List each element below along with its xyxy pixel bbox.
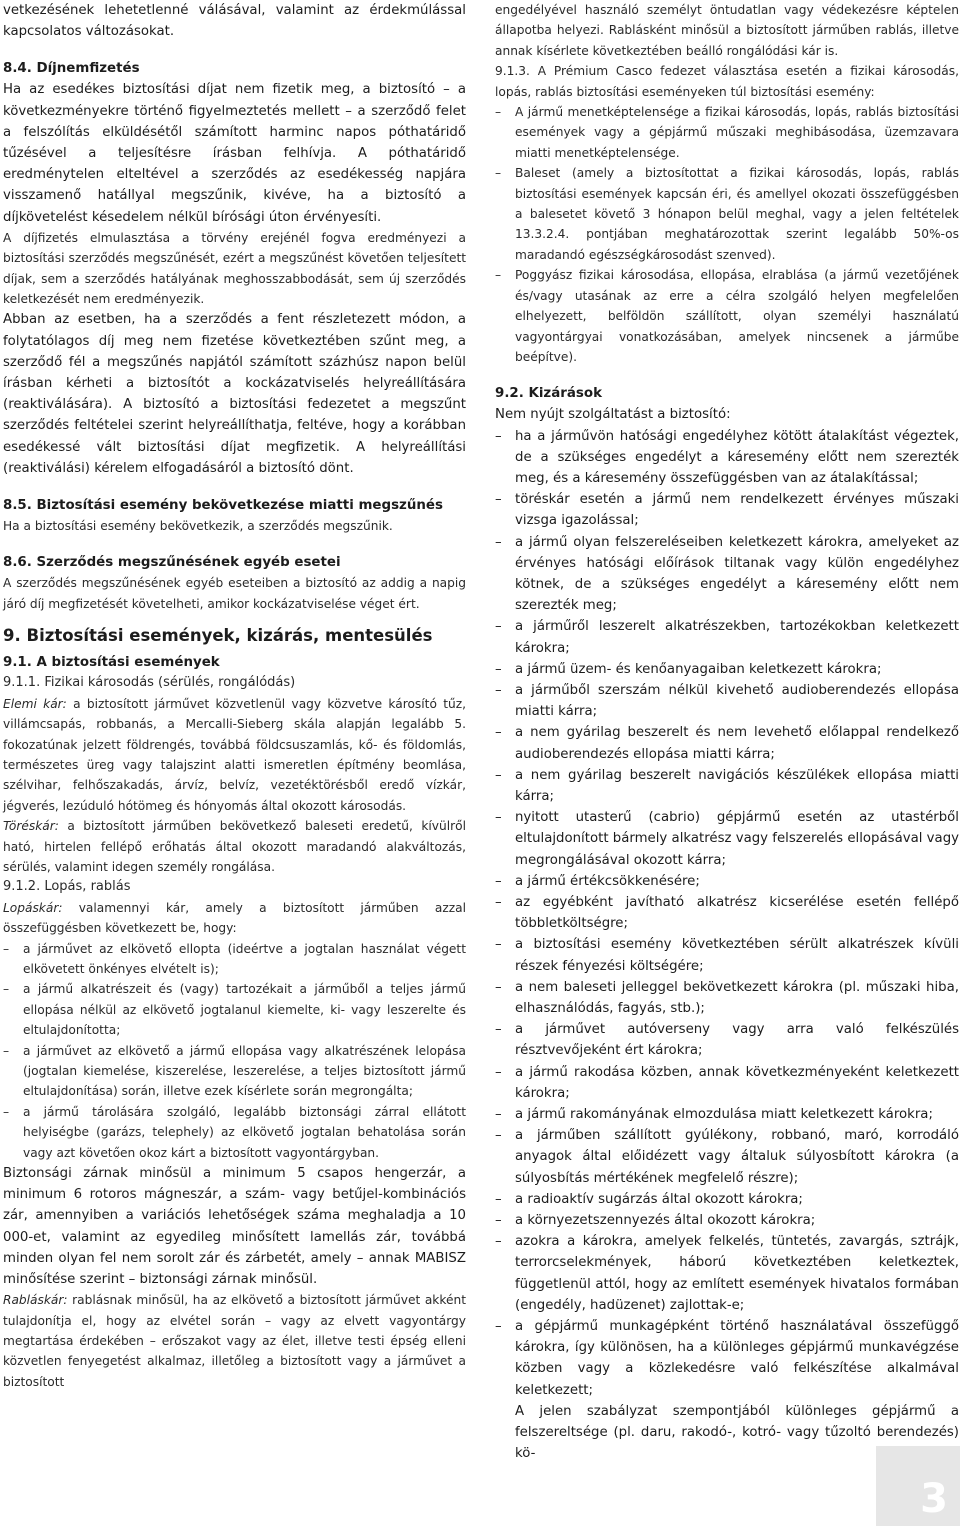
list-item: – a jármű rakodása közben, annak következményeként keletkezett károkra; xyxy=(495,1062,959,1104)
lopaskar-term: Lopáskár: xyxy=(3,900,63,915)
list-item: – a radioaktív sugárzás által okozott károkra; xyxy=(495,1189,959,1210)
list-item: – a jármű olyan felszereléseiben keletkezett károkra, amelyeket az érvényes hatósági előírások tiltanak vagy külön engedélyhez kötnek, de a szükséges engedélyt a káresemény előtt nem szerezték meg; xyxy=(495,532,959,617)
list-item: – nyitott utasterű (cabrio) gépjármű esetén az utastérből eltulajdonított bármely alkatrész vagy felszerelés ellopásával vagy megrongálásával okozott kárra; xyxy=(495,807,959,871)
list-item: – a járművet autóverseny vagy arra való felkészülés résztvevőjeként ért károkra; xyxy=(495,1019,959,1061)
section-8-4-paragraph-1 xyxy=(3,79,466,227)
list-item: – a járműből szerszám nélkül kivehető audioberendezés ellopása miatti kárra; xyxy=(495,680,959,722)
elemi-kar-term: Elemi kár: xyxy=(3,696,67,711)
section-9-1-1-title: 9.1.1. Fizikai károsodás (sérülés, rongálódás) xyxy=(3,675,296,691)
elemi-kar-paragraph xyxy=(3,694,466,816)
list-item: – a biztosítási esemény következtében sérült alkatrészek kívüli részek fényezési költségére; xyxy=(495,934,959,976)
left-column xyxy=(3,0,466,1392)
rablaskar-text: rablásnak minősül, ha az elkövető a biztosított járművet akként tulajdonítja el, hogy az elvétel során – vagy az elvett vagyontárgy megtartása érdekében – erőszakot vagy az élet, illetve testi épség elleni közvetlen fenyegetést alkalmaz, illetőleg a biztosított vagy a járművet a biztosított xyxy=(3,1293,466,1389)
intro-paragraph: vetkezésének lehetetlenné válásával, valamint az érdekmúlással kapcsolatos változásokat. xyxy=(3,3,466,40)
list-item: – ha a járművön hatósági engedélyhez kötött átalakítást végeztek, de a szükséges engedélyt a káresemény előtt nem szerezték meg, és a káresemény összefüggésben van az átalakítással; xyxy=(495,426,959,490)
list-item: – a jármű alkatrészeit és (vagy) tartozékait a járműből a teljes jármű ellopása nélkül az elkövető jogtalanul kiemelte, ki- vagy leszerelte és eltulajdonította; xyxy=(3,979,466,1040)
list-item: – A jármű menetképtelensége a fizikai károsodás, lopás, rablás biztosítási események vagy a gépjármű műszaki meghibásodása, üzemzavara miatti menetképtelensége. xyxy=(495,102,959,163)
list-item: – a jármű értékcsökkenésére; xyxy=(495,871,959,892)
rablaskar-term: Rabláskár: xyxy=(3,1293,68,1308)
page-number: 3 xyxy=(920,1476,948,1522)
final-paragraph: A jelen szabályzat szempontjából különleges gépjármű a felszereltsége (pl. daru, rakodó-, kotró- vagy tűzoltó berendezés) kö- xyxy=(515,1403,959,1462)
lopaskar-paragraph xyxy=(3,898,466,939)
toreskar-term: Töréskár: xyxy=(3,819,59,834)
list-item: – a jármű rakományának elmozdulása miatt keletkezett károkra; xyxy=(495,1104,959,1125)
list-item: – a gépjármű munkagépként történő használatával összefüggő károkra, így különösen, ha a különleges gépjármű munkavégzése közben vagy a közlekedésre való felkészítése alkalmával keletkezett; xyxy=(495,1316,959,1401)
section-9-title: 9. Biztosítási események, kizárás, mentesülés xyxy=(3,626,433,646)
list-item: – a járművet az elkövető ellopta (ideértve a jogtalan használat végett elkövetett önkényes elvételt is); xyxy=(3,939,466,980)
section-8-6-text: A szerződés megszűnésének egyéb eseteiben a biztosító az addig a napig járó díj megfizetését követelheti, amikor kockázatviselése véget ért. xyxy=(3,576,466,611)
rablaskar-paragraph xyxy=(3,1290,466,1392)
list-item: – a nem gyárilag beszerelt és nem levehető előlappal rendelkező audioberendezés ellopása miatti kárra; xyxy=(495,722,959,764)
toreskar-text: a biztosított járműben bekövetkező baleseti eredetű, kívülről ható, hirtelen fellépő erőhatás által okozott maradandó alakváltozás, sérülés, valamint idegen személy rongálása. xyxy=(3,819,466,874)
premium-list xyxy=(495,102,959,367)
section-8-6-title: 8.6. Szerződés megszűnésének egyéb esetei xyxy=(3,555,341,571)
list-item: – Poggyász fizikai károsodása, ellopása, elrablása (a jármű vezetőjének és/vagy utasának az erre a célra szolgáló helyen megfelelően elhelyezett, belföldön szállított, olyan személyi használatú vagyontárgyai vonatkozásában, amelyek nincsenek a járműbe beépítve). xyxy=(495,265,959,367)
list-item: – Baleset (amely a biztosítottat a fizikai károsodás, lopás, rablás biztosítási események kapcsán éri, és amellyel okozati összefüggésben a balesetet követő 3 hónapon belül meghal, vagy a jelen feltételek 13.3.2.4. pontjában meghatározottak szerint legalább 50%-os maradandó egészségkárosodást szenved). xyxy=(495,163,959,265)
kizaras-list xyxy=(495,426,959,1401)
list-item: – a jármű tárolására szolgáló, legalább biztonsági zárral ellátott helyiségbe (garázs, telephely) az elkövető jogtalan behatolása során vagy azt követően okoz kárt a biztosított vagyontárgyban. xyxy=(3,1102,466,1163)
section-8-5-title: 8.5. Biztosítási esemény bekövetkezése miatti megszűnés xyxy=(3,498,443,514)
list-item: – a nem gyárilag beszerelt navigációs készülékek ellopása miatti kárra; xyxy=(495,765,959,807)
list-item: – a környezetszennyezés által okozott károkra; xyxy=(495,1210,959,1231)
section-9-2-title: 9.2. Kizárások xyxy=(495,386,602,402)
lopaskar-text: valamennyi kár, amely a biztosított járműben azzal összefüggésben következett be, hogy: xyxy=(3,900,466,936)
section-9-1-2-title: 9.1.2. Lopás, rablás xyxy=(3,879,131,895)
list-item: – a jármű üzem- és kenőanyagaiban keletkezett károkra; xyxy=(495,659,959,680)
list-item: – a járműben szállított gyúlékony, robbanó, maró, korrodáló anyagok által előidézett vagy általuk súlyosbított károkra (a súlyosbítás mértékének megfelelő részre); xyxy=(495,1125,959,1189)
biztonsagi-zar-paragraph: Biztonsági zárnak minősül a minimum 5 csapos hengerzár, a minimum 6 rotoros mágneszár, a szám- vagy betűjel-kombinációs zár, amennyiben a variációs lehetőségek száma meghaladja a 10 000-et, valamint az egyedileg minősített lamellás zár, továbbá minden olyan fel nem sorolt zár és zárbetét, amely – annak MABISZ minősítése szerint – biztonsági zárnak minősül. xyxy=(3,1166,466,1288)
list-item: – a nem baleseti jelleggel bekövetkezett károkra (pl. műszaki hiba, elhasználódás, fagyás, stb.); xyxy=(495,977,959,1019)
elemi-kar-text: a biztosított járművet közvetlenül vagy közvetve károsító tűz, villámcsapás, robbanás, a Mercalli-Sieberg skála alapján legalább 5. fokozatúnak jelzett földrengés, továbbá földcsuszamlás, kő- és földomlás, természetes üreg vagy talajszint alatti ismeretlen építmény beomlása, szélvihar, felhőszakadás, árvíz, belvíz, vezetéktörésből eredő vízkár, jégverés, lezúduló hótömeg és hónyomás által okozott károsodás. xyxy=(3,696,466,813)
section-8-4-paragraph-3: Abban az esetben, ha a szerződés a fent részletezett módon, a folytatólagos díj meg nem fizetése következtében szűnt meg, a szerződő fél a megszűnés napjától számított százhúsz napon belül írásban kérheti a biztosítót a kockázatviselés helyreállítására (reaktiválására). A biztosító a biztosítási fedezetet a megszűnt szerződés feltételei szerint helyreállíthatja, feltéve, hogy a korábban esedékessé vált biztosítási díjat megfizetik. A helyreállítási (reaktiválási) kérelem elfogadásáról a biztosító dönt. xyxy=(3,312,466,476)
section-9-1-3-text: 9.1.3. A Prémium Casco fedezet választása esetén a fizikai károsodás, lopás, rablás biztosítási eseményeken túl biztosítási esemény: xyxy=(495,64,959,99)
toreskar-paragraph xyxy=(3,816,466,877)
s84-p1a: Ha az esedékes biztosítási díjat nem fizetik meg, a biztosító – a következményekre történő figyelmeztetés mellett – a szerződő felet a felszólítás elküldésétől számított harminc napos póthatáridő tűzésével a teljesítésre írásban felhívja. xyxy=(3,82,466,162)
list-item: – a járműről leszerelt alkatrészekben, tartozékokban keletkezett károkra; xyxy=(495,616,959,658)
list-item: – a járművet az elkövető a jármű ellopása vagy alkatrészének lelopása (jogtalan kiemelése, kiszerelése, leszerelése, a teljes biztosított jármű eltulajdonítása) során, illetve ezek kísérlete során megrongálta; xyxy=(3,1041,466,1102)
lopas-list xyxy=(3,939,466,1163)
section-8-4-title: 8.4. Díjnemfizetés xyxy=(3,61,140,77)
list-item: – az egyébként javítható alkatrész kicserélése esetén fellépő többletköltségre; xyxy=(495,892,959,934)
continued-paragraph: engedélyével használó személyt öntudatlan vagy védekezésre képtelen állapotba helyezi. Rablásként minősül a biztosított járműben rablás, illetve annak kísérlete következtében beálló rongálódási kár is. xyxy=(495,3,959,58)
page-number-badge xyxy=(876,1446,960,1526)
list-item: – töréskár esetén a jármű nem rendelkezett érvényes műszaki vizsga igazolással; xyxy=(495,489,959,531)
section-8-5-text: Ha a biztosítási esemény bekövetkezik, a szerződés megszűnik. xyxy=(3,519,393,534)
right-column xyxy=(495,0,959,1464)
section-8-4-paragraph-2: A díjfizetés elmulasztása a törvény erejénél fogva eredményezi a biztosítási szerződés megszűnését, ezért a megszűnést követően teljesített díjak, sem a szerződés hatályának meghosszabbodását, sem új szerződés keletkezését nem eredményezik. xyxy=(3,230,466,307)
list-item: – azokra a károkra, amelyek felkelés, tüntetés, zavargás, sztrájk, terrorcselekmények, háború következtében keletkeztek, függetlenül attól, hogy az említett események hivatalos formában (engedély, hadüzenet) zajlottak-e; xyxy=(495,1231,959,1316)
s84-p1b: A póthatáridő eredménytelen elteltével a szerződés az esedékesség napjára visszamenő hatállyal megszűnik, kivéve, ha a biztosító a díjkövetelést késedelem nélkül bírósági úton érvényesíti. xyxy=(3,146,466,225)
section-9-2-lead: Nem nyújt szolgáltatást a biztosító: xyxy=(495,407,731,423)
section-9-1-title: 9.1. A biztosítási események xyxy=(3,655,220,671)
